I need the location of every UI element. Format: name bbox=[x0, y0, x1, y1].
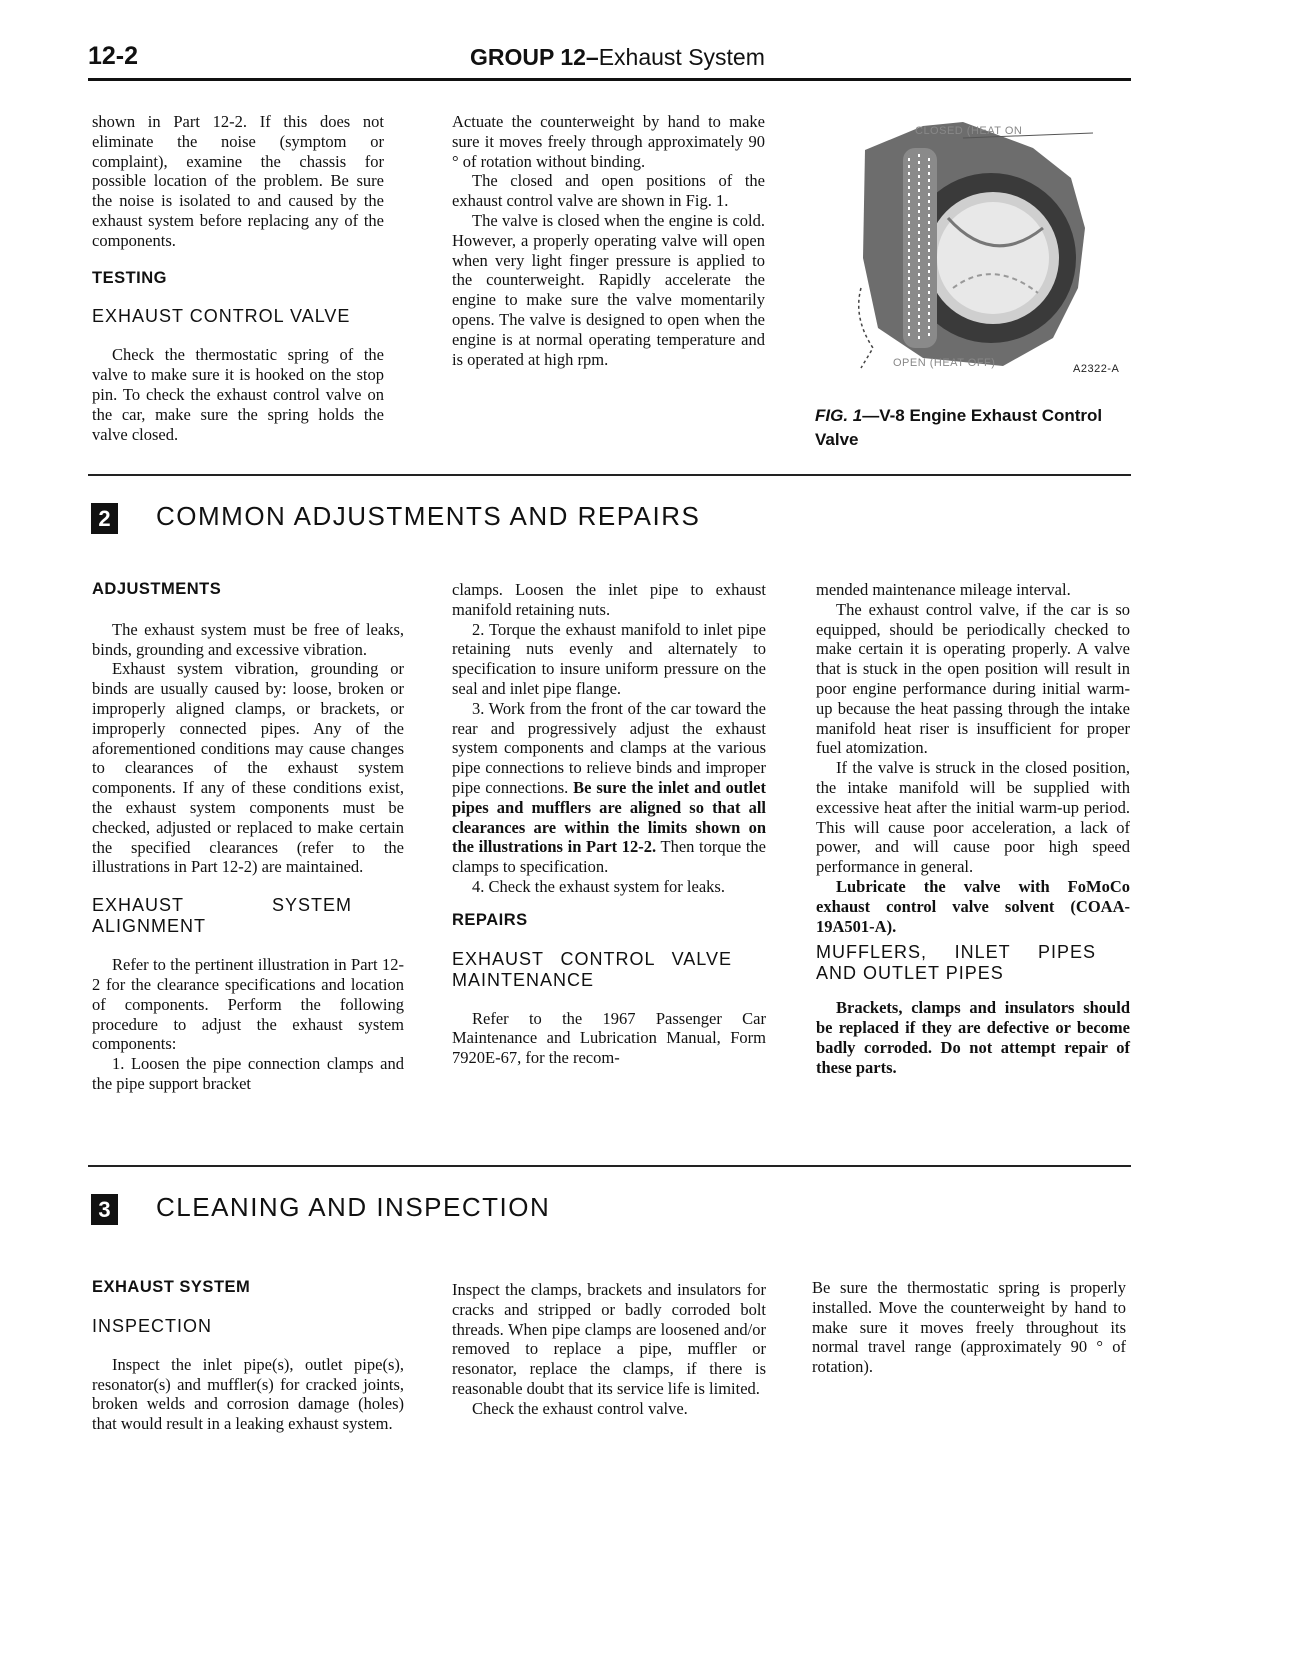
section3-column-1 bbox=[92, 1278, 404, 1434]
top-column-1 bbox=[92, 112, 384, 444]
figure-caption-text: —V-8 Engine Exhaust Control Valve bbox=[815, 406, 1103, 449]
paragraph: clamps. Loosen the inlet pipe to exhaust manifold retaining nuts. bbox=[452, 580, 766, 619]
paragraph: Inspect the clamps, brackets and insulators for cracks and stripped or badly corroded bolt threads. When pipe clamps are loosened and/or removed to replace a pipe, muffler or resonator, replace the clamps, if there is reasonable doubt that its service life is limited. bbox=[452, 1280, 766, 1398]
section-rule bbox=[88, 1165, 1131, 1167]
group-label: GROUP 12– bbox=[470, 44, 599, 70]
paragraph: Check the exhaust control valve. bbox=[472, 1398, 688, 1418]
paragraph: Inspect the inlet pipe(s), outlet pipe(s), resonator(s) and muffler(s) for cracked joints, broken welds and corrosion damage (holes) that would result in a leaking exhaust system. bbox=[92, 1354, 404, 1434]
paragraph: Refer to the pertinent illustration in Part 12-2 for the clearance specifications and location of components. Perform the following procedure to adjust the exhaust system components: bbox=[92, 955, 404, 1054]
figure-caption bbox=[815, 404, 1115, 452]
paragraph: Be sure the thermostatic spring is properly installed. Move the counterweight by hand to make sure it moves freely throughout its normal travel range (approximately 90 ° of rotation). bbox=[812, 1278, 1126, 1377]
paragraph: The closed and open positions of the exhaust control valve are shown in Fig. 1. bbox=[452, 171, 765, 211]
heading-repairs: REPAIRS bbox=[452, 910, 528, 929]
figure-code: A2322-A bbox=[1073, 363, 1120, 375]
paragraph: If the valve is struck in the closed position, the intake manifold will be supplied with excessive heat after the initial warm-up period. This will cause poor acceleration, a lack of power, and will cause poor high speed performance in general. bbox=[816, 758, 1130, 877]
paragraph: mended maintenance mileage interval. bbox=[816, 580, 1071, 599]
heading-adjustments: ADJUSTMENTS bbox=[92, 580, 222, 598]
paragraph: Exhaust system vibration, grounding or binds are usually caused by: loose, broken or improperly aligned clamps, or brackets, or improperly connected pipes. Any of the aforementioned conditions may cause changes to clearances of the exhaust system components. If any of these conditions exist, the exhaust system components must be checked, adjusted or replaced to make certain the specified clearances (refer to the illustrations in Part 12-2) are maintained. bbox=[92, 659, 404, 877]
paragraph: The exhaust control valve, if the car is so equipped, should be periodically checked to make certain it is operating properly. A valve that is stuck in the open position will result in poor engine performance during initial warm-up because the heat passing through the intake manifold heat riser is insufficient for proper fuel atomization. bbox=[816, 599, 1130, 758]
top-column-2 bbox=[452, 112, 765, 369]
heading-mufflers-inlet-outlet-pipes: MUFFLERS, INLET PIPES AND OUTLET PIPES bbox=[816, 942, 1096, 984]
paragraph: 1. Loosen the pipe connection clamps and the pipe support bracket bbox=[92, 1054, 404, 1093]
figure-number: FIG. 1 bbox=[815, 406, 863, 425]
paragraph: 2. Torque the exhaust manifold to inlet pipe retaining nuts evenly and alternately to specification to insure uniform pressure on the seal and inlet pipe flange. bbox=[452, 619, 766, 698]
page-number: 12-2 bbox=[88, 42, 139, 70]
running-header bbox=[470, 44, 765, 71]
paragraph: Refer to the 1967 Passenger Car Maintenance and Lubrication Manual, Form 7920E-67, for the recom- bbox=[452, 1008, 766, 1068]
heading-exhaust-control-valve-maintenance: EXHAUST CONTROL VALVE MAINTENANCE bbox=[452, 948, 732, 990]
paragraph: The valve is closed when the engine is cold. However, a properly operating valve will open when very light finger pressure is applied to the counterweight. Rapidly accelerate the engine to make sure the valve momentarily opens. The valve is designed to open when the engine is at normal operating temperature and is operated at high rpm. bbox=[452, 210, 765, 369]
section-rule bbox=[88, 474, 1131, 476]
paragraph: shown in Part 12-2. If this does not eliminate the noise (symptom or complaint), examine the chassis for possible location of the problem. Be sure the noise is isolated to and caused by the exhaust system before replacing any of the components. bbox=[92, 112, 384, 250]
section2-column-3 bbox=[816, 580, 1130, 1078]
heading-exhaust-system-alignment: EXHAUST SYSTEM ALIGNMENT bbox=[92, 895, 352, 937]
heading-exhaust-control-valve: EXHAUST CONTROL VALVE bbox=[92, 306, 351, 327]
paragraph: Lubricate the valve with FoMoCo exhaust control valve solvent (COAA-19A501-A). bbox=[816, 876, 1130, 936]
label-open: OPEN (HEAT OFF) bbox=[893, 357, 996, 369]
label-closed: CLOSED (HEAT ON bbox=[915, 125, 1023, 137]
paragraph: Actuate the counterweight by hand to make sure it moves freely through approximately 90 ° of rotation without binding. bbox=[452, 112, 765, 171]
section-number-badge: 2 bbox=[91, 503, 118, 534]
section3-column-3 bbox=[812, 1278, 1126, 1377]
paragraph: 3. Work from the front of the car toward the rear and progressively adjust the exhaust system components and clamps at the various pipe connections to relieve binds and improper pipe connections. Be sure the inlet and outlet pipes and mufflers are aligned so that all clearances are within the limits shown on the illustrations in Part 12-2. Then torque the clamps to specification. bbox=[452, 698, 767, 877]
section-title: CLEANING AND INSPECTION bbox=[156, 1192, 551, 1222]
paragraph: Check the thermostatic spring of the valve to make sure it is hooked on the stop pin. To check the exhaust control valve on the car, make sure the spring holds the valve closed. bbox=[92, 345, 384, 444]
section2-column-2 bbox=[452, 580, 766, 1068]
section3-column-2 bbox=[452, 1280, 766, 1419]
heading-inspection: INSPECTION bbox=[92, 1315, 213, 1336]
heading-testing: TESTING bbox=[92, 268, 168, 287]
section2-column-1 bbox=[92, 580, 404, 1094]
group-title: Exhaust System bbox=[598, 44, 765, 70]
header-rule bbox=[88, 78, 1131, 81]
paragraph: The exhaust system must be free of leaks, binds, grounding and excessive vibration. bbox=[92, 619, 404, 659]
section-title: COMMON ADJUSTMENTS AND REPAIRS bbox=[156, 501, 701, 531]
heading-exhaust-system: EXHAUST SYSTEM bbox=[92, 1278, 251, 1296]
paragraph: Brackets, clamps and insulators should be replaced if they are defective or become badly corroded. Do not attempt repair of these parts. bbox=[816, 998, 1130, 1077]
exhaust-valve-figure bbox=[853, 118, 1133, 380]
section-number-badge: 3 bbox=[91, 1194, 118, 1225]
paragraph: 4. Check the exhaust system for leaks. bbox=[472, 876, 725, 896]
